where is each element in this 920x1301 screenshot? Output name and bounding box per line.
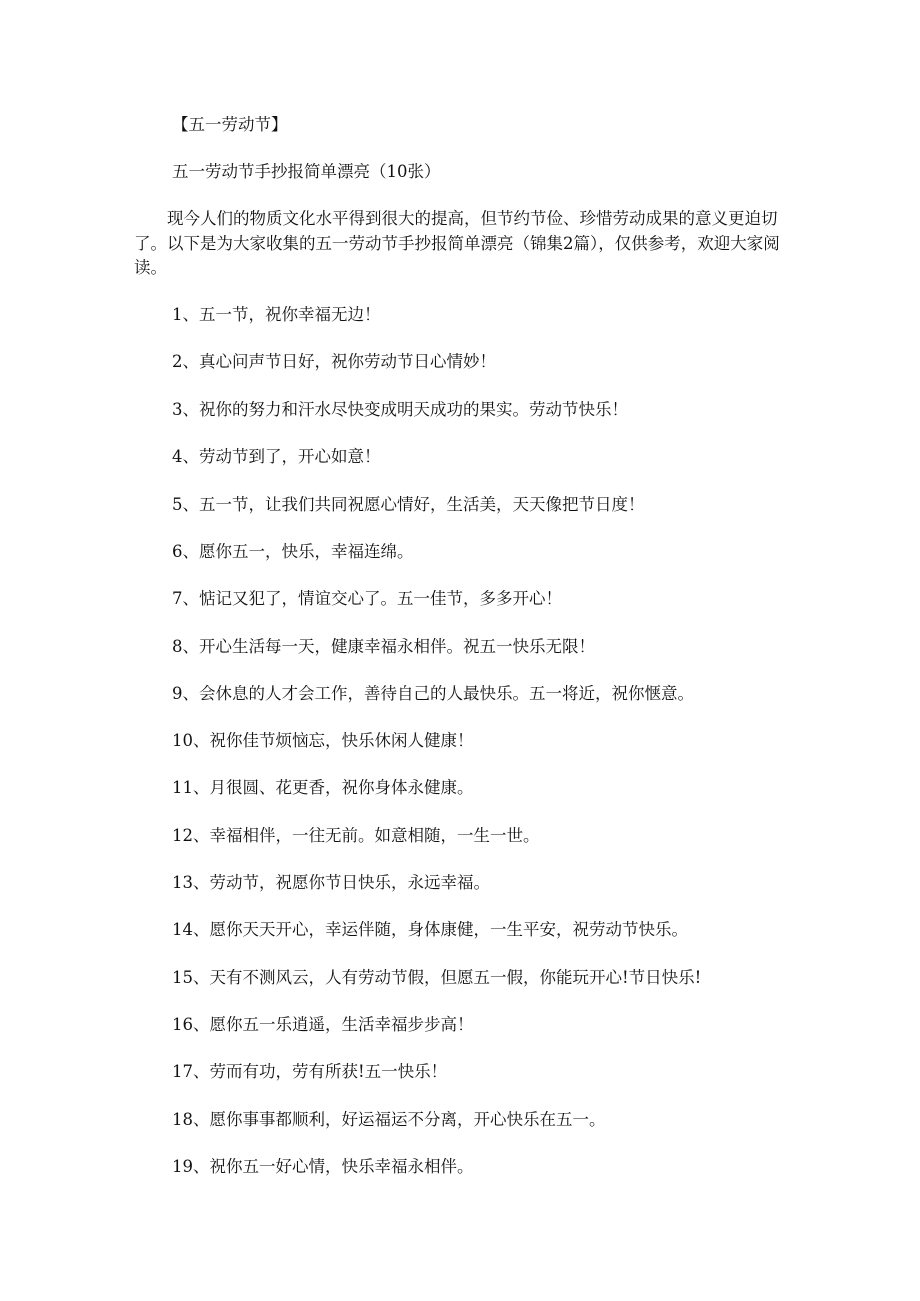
list-item: 13、劳动节，祝愿你节日快乐，永远幸福。 (172, 873, 490, 892)
list-item: 12、幸福相伴，一往无前。如意相随，一生一世。 (172, 826, 540, 845)
list-item: 3、祝你的努力和汗水尽快变成明天成功的果实。劳动节快乐！ (172, 400, 628, 419)
list-item: 19、祝你五一好心情，快乐幸福永相伴。 (172, 1157, 474, 1176)
list-item: 1、五一节，祝你幸福无边！ (172, 305, 381, 324)
list-item: 14、愿你天天开心，幸运伴随，身体康健，一生平安，祝劳动节快乐。 (172, 920, 688, 939)
document-title: 五一劳动节手抄报简单漂亮（10张） (172, 162, 441, 181)
list-item: 15、天有不测风云，人有劳动节假，但愿五一假，你能玩开心!节日快乐! (172, 968, 702, 987)
section-tag: 【五一劳动节】 (172, 115, 288, 134)
list-item: 18、愿你事事都顺利，好运福运不分离，开心快乐在五一。 (172, 1110, 606, 1129)
list-item: 17、劳而有功，劳有所获!五一快乐！ (172, 1062, 448, 1081)
list-item: 5、五一节，让我们共同祝愿心情好，生活美，天天像把节日度！ (172, 495, 645, 514)
list-item: 8、开心生活每一天，健康幸福永相伴。祝五一快乐无限！ (172, 637, 595, 656)
list-item: 11、月很圆、花更香，祝你身体永健康。 (172, 778, 474, 797)
intro-text: 现今人们的物质文化水平得到很大的提高，但节约节俭、珍惜劳动成果的意义更迫切了。以下是为大家收集的五一劳动节手抄报简单漂亮（锦集2篇），仅供参考，欢迎大家阅读。 (134, 209, 780, 277)
list-item: 10、祝你佳节烦恼忘，快乐休闲人健康！ (172, 731, 474, 750)
list-item: 16、愿你五一乐逍遥，生活幸福步步高！ (172, 1015, 474, 1034)
list-item: 2、真心问声节日好，祝你劳动节日心情妙！ (172, 352, 496, 371)
list-item: 4、劳动节到了，开心如意！ (172, 447, 381, 466)
list-item: 7、惦记又犯了，情谊交心了。五一佳节，多多开心！ (172, 589, 562, 608)
intro-paragraph (134, 207, 784, 281)
list-item: 9、会休息的人才会工作，善待自己的人最快乐。五一将近，祝你惬意。 (172, 684, 694, 703)
list-item: 6、愿你五一，快乐，幸福连绵。 (172, 542, 414, 561)
